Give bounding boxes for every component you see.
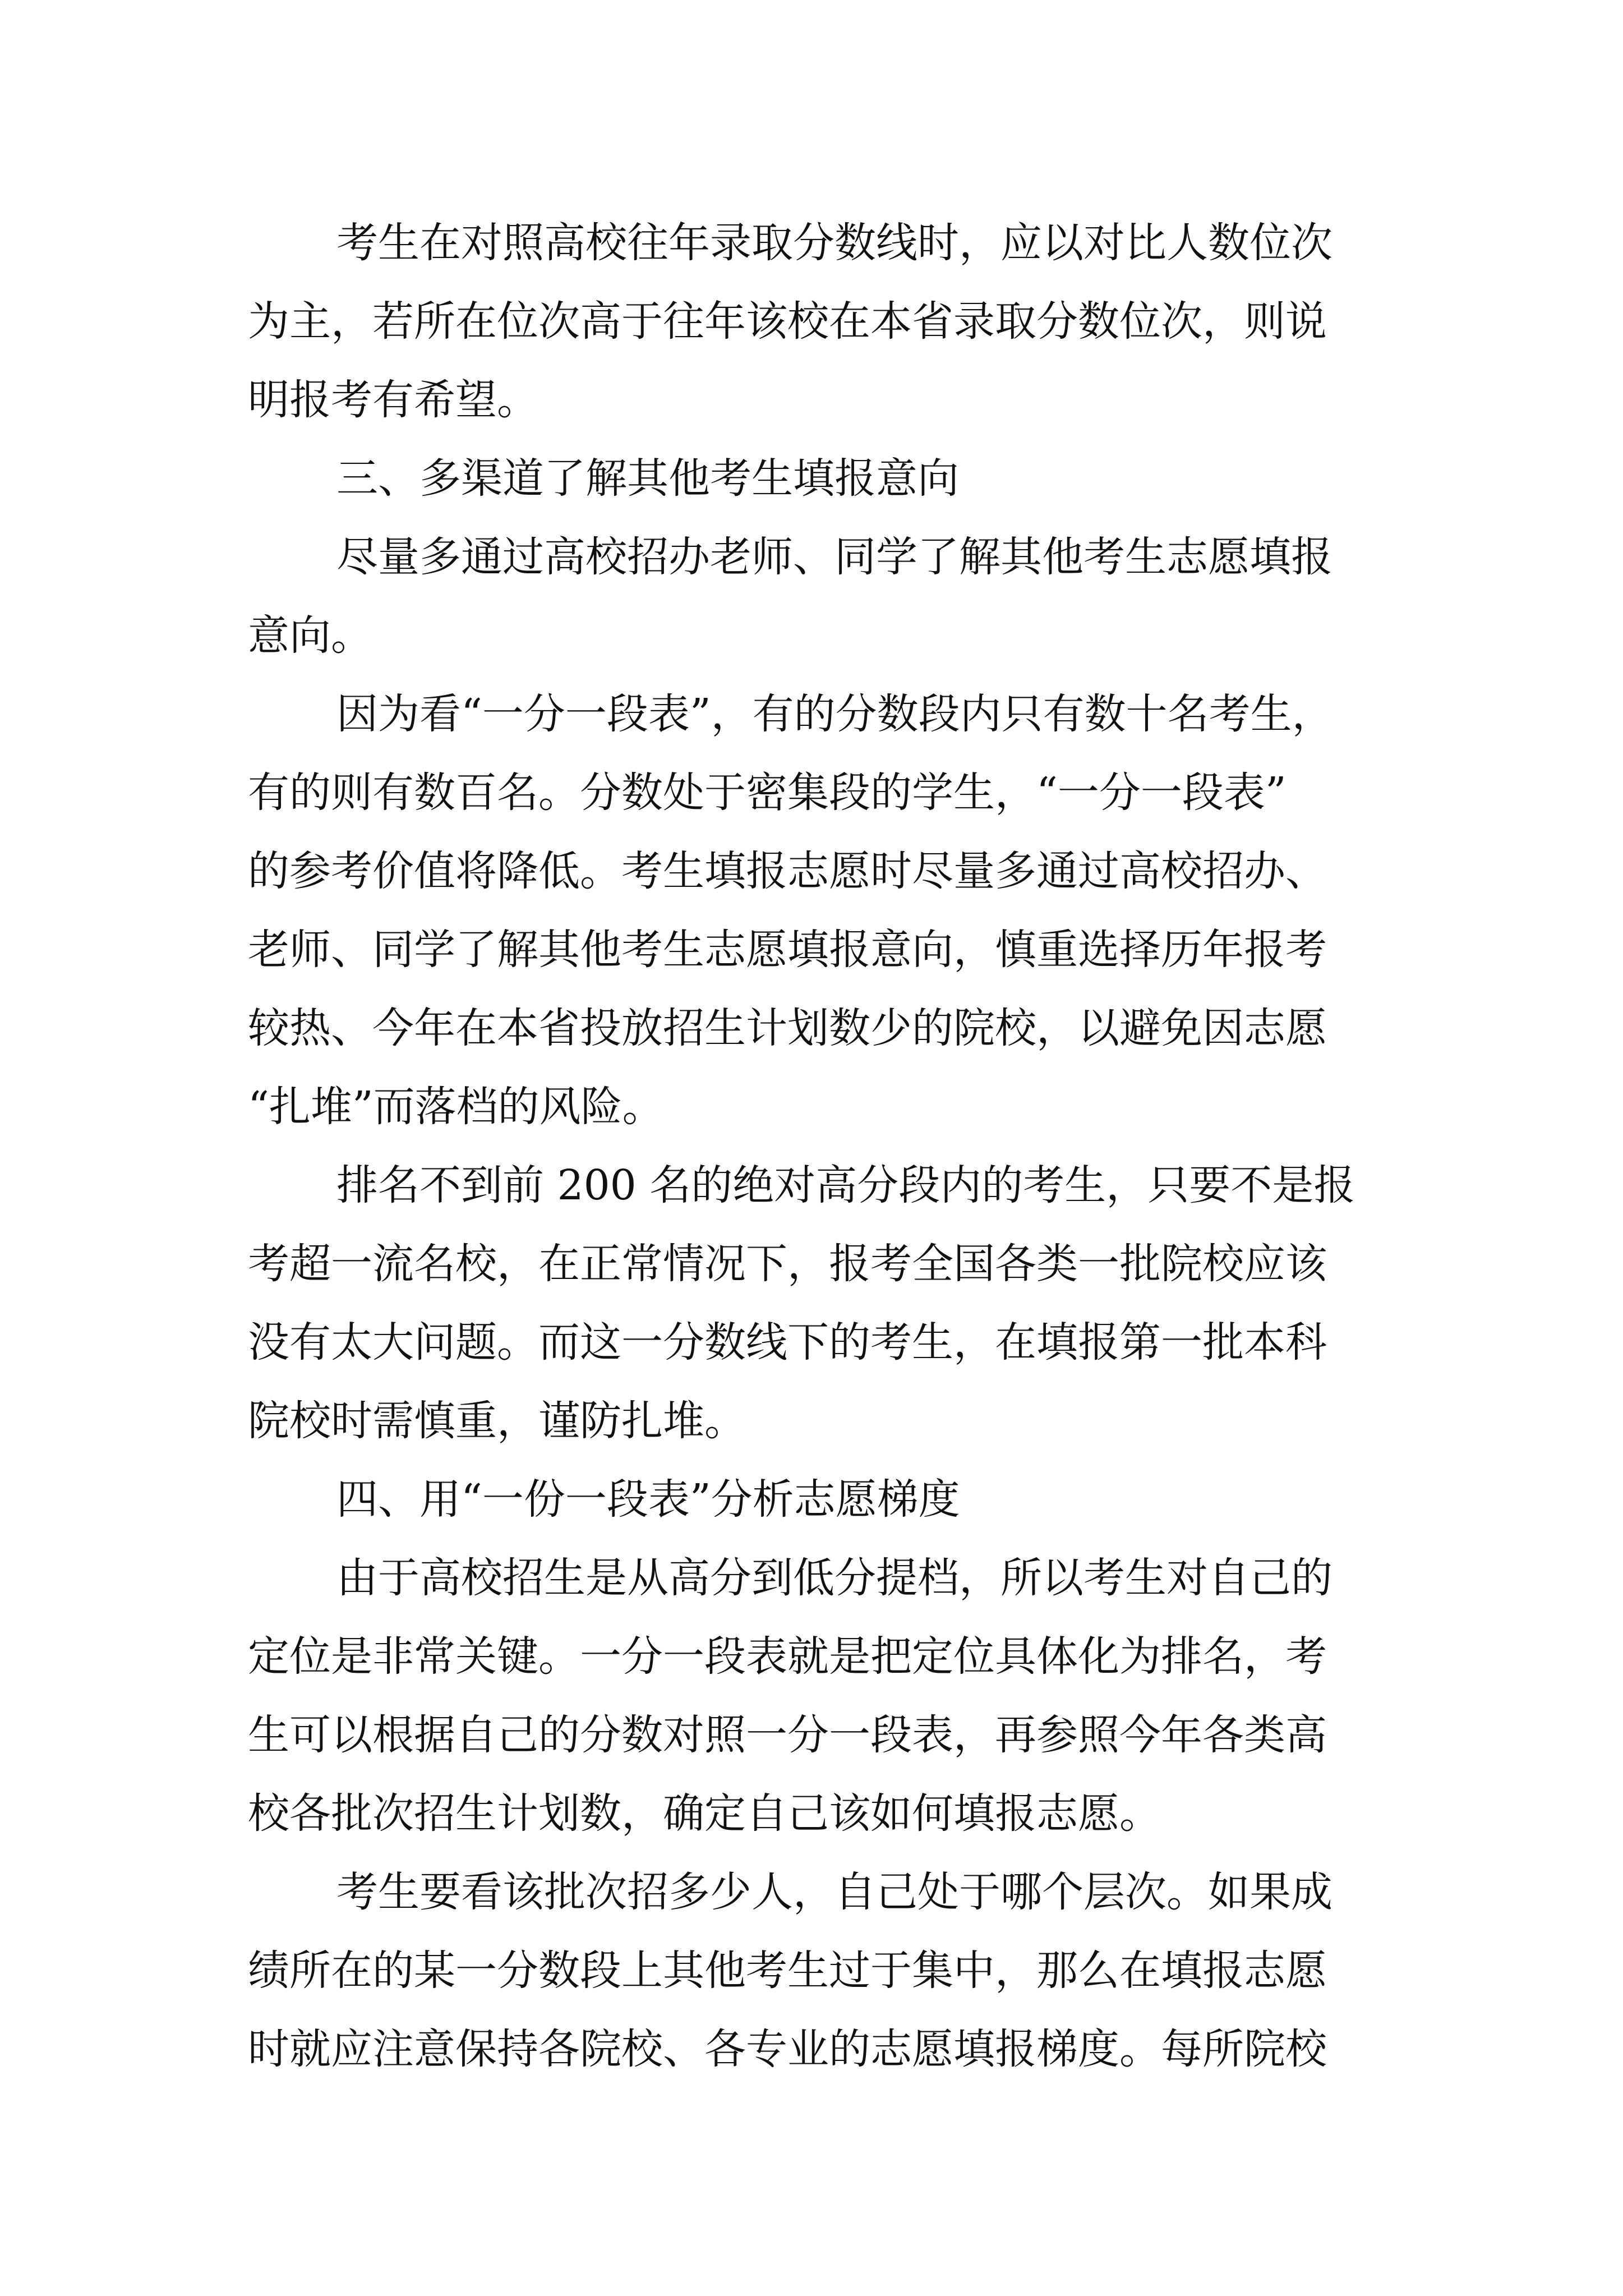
text-line: 考超一流名校，在正常情况下，报考全国各类一批院校应该: [248, 1240, 1327, 1288]
text-line: 较热、今年在本省投放招生计划数少的院校，以避免因志愿: [248, 1004, 1327, 1052]
text-line: 院校时需慎重，谨防扎堆。: [248, 1397, 746, 1445]
text-line: “扎堆”而落档的风险。: [248, 1083, 664, 1131]
text-line: 的参考价值将降低。考生填报志愿时尽量多通过高校招办、: [248, 847, 1327, 895]
text-line: 老师、同学了解其他考生志愿填报意向，慎重选择历年报考: [248, 926, 1327, 974]
text-line: 没有太大问题。而这一分数线下的考生，在填报第一批本科: [248, 1318, 1327, 1366]
text-line: 因为看“一分一段表”，有的分数段内只有数十名考生，: [336, 690, 1334, 738]
text-line: 绩所在的某一分数段上其他考生过于集中，那么在填报志愿: [248, 1947, 1327, 1995]
text-line: 时就应注意保持各院校、各专业的志愿填报梯度。每所院校: [248, 2025, 1327, 2073]
text-line: 定位是非常关键。一分一段表就是把定位具体化为排名，考: [248, 1632, 1327, 1681]
text-line: 生可以根据自己的分数对照一分一段表，再参照今年各类高: [248, 1711, 1327, 1759]
text-line: 有的则有数百名。分数处于密集段的学生，“一分一段表”: [248, 769, 1287, 817]
text-line: 明报考有希望。: [248, 376, 538, 424]
text-line: 校各批次招生计划数，确定自己该如何填报志愿。: [248, 1789, 1161, 1838]
text-line: 意向。: [248, 611, 372, 660]
section-heading: 四、用“一份一段表”分析志愿梯度: [336, 1475, 960, 1524]
text-line: 为主，若所在位次高于往年该校在本省录取分数位次，则说: [248, 297, 1327, 346]
text-line: 由于高校招生是从高分到低分提档，所以考生对自己的: [336, 1554, 1332, 1602]
text-line: 考生在对照高校往年录取分数线时，应以对比人数位次: [336, 219, 1332, 267]
section-heading: 三、多渠道了解其他考生填报意向: [336, 454, 959, 503]
text-line: 排名不到前 200 名的绝对高分段内的考生，只要不是报: [336, 1161, 1355, 1209]
text-line: 考生要看该批次招多少人，自己处于哪个层次。如果成: [336, 1868, 1332, 1916]
text-line: 尽量多通过高校招办老师、同学了解其他考生志愿填报: [336, 533, 1332, 581]
